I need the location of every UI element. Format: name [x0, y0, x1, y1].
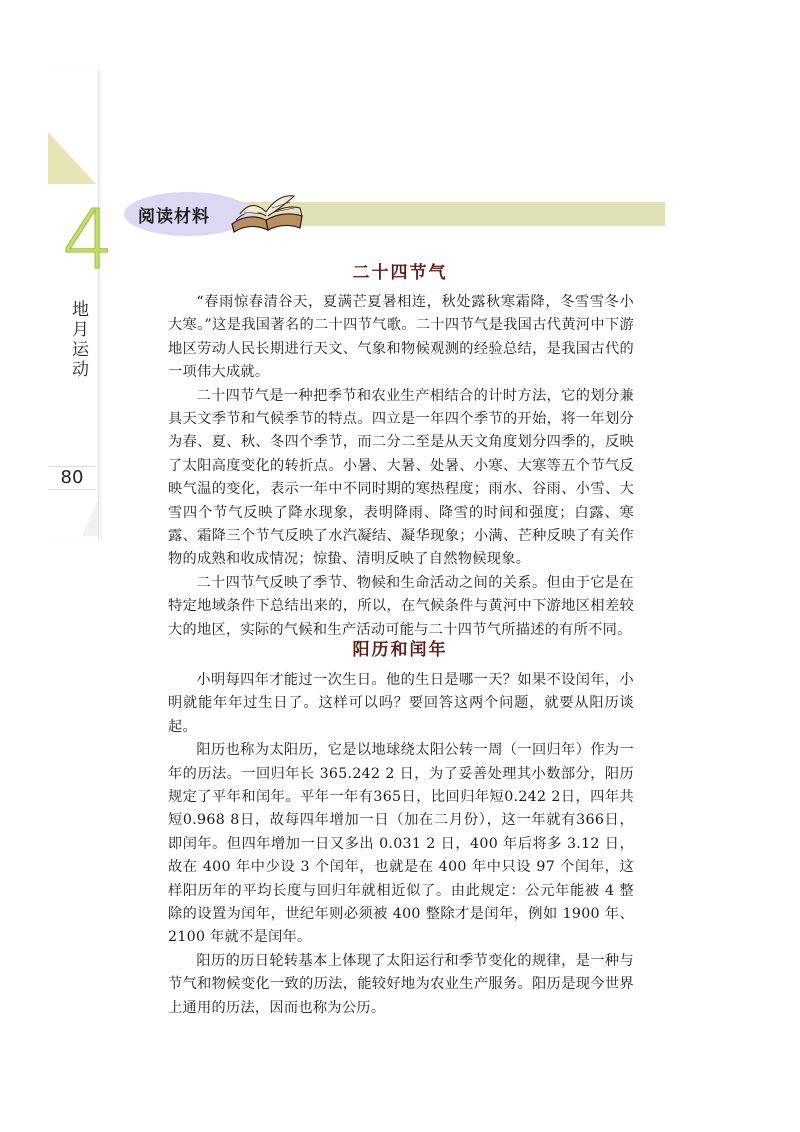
corner-triangle-decoration	[48, 132, 96, 184]
paragraph: 二十四节气是一种把季节和农业生产相结合的计时方法，它的划分兼具天文季节和气候季节的特点。四立是一年四个季节的开始，将一年划分为春、夏、秋、冬四个季节，而二分二至是从天文角度划分四季的，反映了太阳高度变化的转折点。小暑、大暑、处暑、小寒、大寒等五个节气反映气温的变化，表示一年中不同时期的寒热程度；雨水、谷雨、小雪、大雪四个节气反映了降水现象，表明降雨、降雪的时间和强度；白露、寒露、霜降三个节气反映了水汽凝结、凝华现象；小满、芒种反映了有关作物的成熟和收成情况；惊蛰、清明反映了自然物候现象。	[168, 387, 634, 568]
chapter-title-char: 地	[72, 300, 89, 320]
paragraph: “春雨惊春清谷天，夏满芒夏暑相连，秋处露秋寒霜降，冬雪雪冬小大寒。”这是我国著名的二十四节气歌。二十四节气是我国古代黄河中下游地区劳动人民长期进行天文、气象和物候观测的经验总结，是我国古代的一项伟大成就。	[168, 294, 634, 381]
chapter-number: 4	[62, 193, 115, 288]
section-title-solar-calendar: 阳历和闰年	[352, 640, 448, 660]
banner-label: 阅读材料	[138, 207, 210, 227]
chapter-title	[72, 300, 92, 380]
paragraph: 二十四节气反映了季节、物候和生命活动之间的关系。但由于它是在特定地域条件下总结出来的，所以，在气候条件与黄河中下游地区相差较大的地区，实际的气候和生产活动可能与二十四节气所描述的有所不同。	[168, 574, 634, 638]
section-body-solar-calendar	[168, 669, 634, 1020]
page-number: 80	[48, 466, 96, 490]
paragraph: 小明每四年才能过一次生日。他的生日是哪一天？如果不设闰年，小明就能年年过生日了。这样可以吗？要回答这两个问题，就要从阳历谈起。	[168, 672, 634, 735]
chapter-title-char: 运	[72, 340, 89, 360]
open-book-icon	[228, 186, 308, 236]
page-fold-decoration	[82, 500, 98, 536]
paragraph: 阳历的历日轮转基本上体现了太阳运行和季节变化的规律，是一种与节气和物候变化一致的历法，能较好地为农业生产服务。阳历是现今世界上通用的历法，因而也称为公历。	[168, 952, 634, 1016]
section-body-solar-terms	[168, 291, 634, 642]
chapter-title-char: 动	[72, 360, 89, 380]
chapter-title-char: 月	[72, 320, 89, 340]
paragraph: 阳历也称为太阳历，它是以地球绕太阳公转一周（一回归年）作为一年的历法。一回归年长 365.242 2 日，为了妥善处理其小数部分，阳历规定了平年和闰年。平年一年有365日，比回归年短0.242 2日，四年共短0.968 8日，故每四年增加一日（加在二月份），这一年就有366日，即闰年。但四年增加一日又多出 0.031 2 日，400 年后将多 3.12 日，故在 400 年中少设 3 个闰年，也就是在 400 年中只设 97 个闰年，这样阳历年的平均长度与回归年就相近似了。由此规定：公元年能被 4 整除的设置为闰年，世纪年则必须被 400 整除才是闰年，例如 1900 年、2100 年就不是闰年。	[168, 742, 634, 946]
section-title-solar-terms: 二十四节气	[352, 263, 448, 283]
